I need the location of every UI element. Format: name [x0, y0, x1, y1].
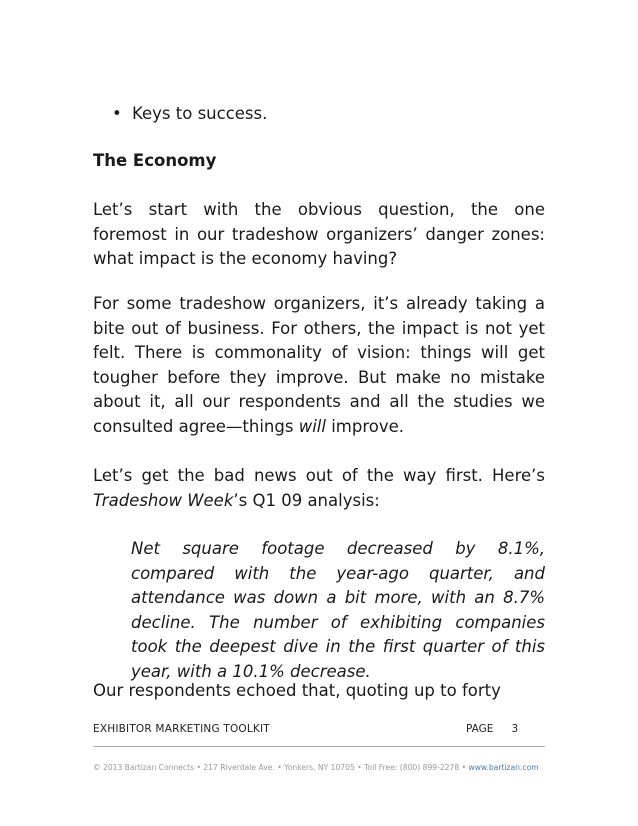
paragraph-text: improve.: [325, 416, 405, 436]
page-label: PAGE: [466, 723, 494, 735]
footer-contact: [93, 763, 539, 772]
block-quote: Net square footage decreased by 8.1%, compared with the year-ago quarter, and attendance was down a bit more, with an 8.7% decline. The number of exhibiting companies took the deepest dive in the first quarter of this year, with a 10.1% decrease.: [131, 539, 545, 681]
footer-title: EXHIBITOR MARKETING TOOLKIT: [93, 723, 270, 735]
bullet-dot-icon: •: [112, 104, 122, 123]
paragraph-text: Let’s get the bad news out of the way first. Here’s: [93, 466, 545, 485]
paragraph-economy-question: Let’s start with the obvious question, the one foremost in our tradeshow organizers’ danger zones: what impact is the economy having?: [93, 200, 545, 268]
contact-info: © 2013 Bartizan Connects • 217 Riverdale Ave. • Yonkers, NY 10705 • Toll Free: (800) 899-2278 •: [93, 763, 469, 772]
paragraph-respondents: Our respondents echoed that, quoting up to forty: [93, 681, 501, 700]
bullet-text: Keys to success.: [132, 104, 268, 123]
paragraph-bad-news: [93, 464, 545, 513]
paragraph-business-impact: [93, 292, 545, 439]
website-link[interactable]: www.bartizan.com: [468, 763, 539, 772]
bullet-item: [112, 101, 267, 127]
paragraph-text: For some tradeshow organizers, it’s already taking a bite out of business. For others, the impact is not yet felt. There is commonality of vision: things will get tougher before they improve. But make no mistake about it, all our respondents and all the studies we consulted agree—things: [93, 294, 545, 436]
paragraph-text: ’s Q1 09 analysis:: [233, 490, 380, 510]
emphasis-text: will: [298, 416, 326, 436]
section-heading: The Economy: [93, 151, 217, 170]
footer-divider: [93, 746, 545, 747]
footer-page-indicator: [466, 723, 518, 735]
publication-title: Tradeshow Week: [93, 490, 234, 510]
page-number: 3: [511, 723, 519, 735]
